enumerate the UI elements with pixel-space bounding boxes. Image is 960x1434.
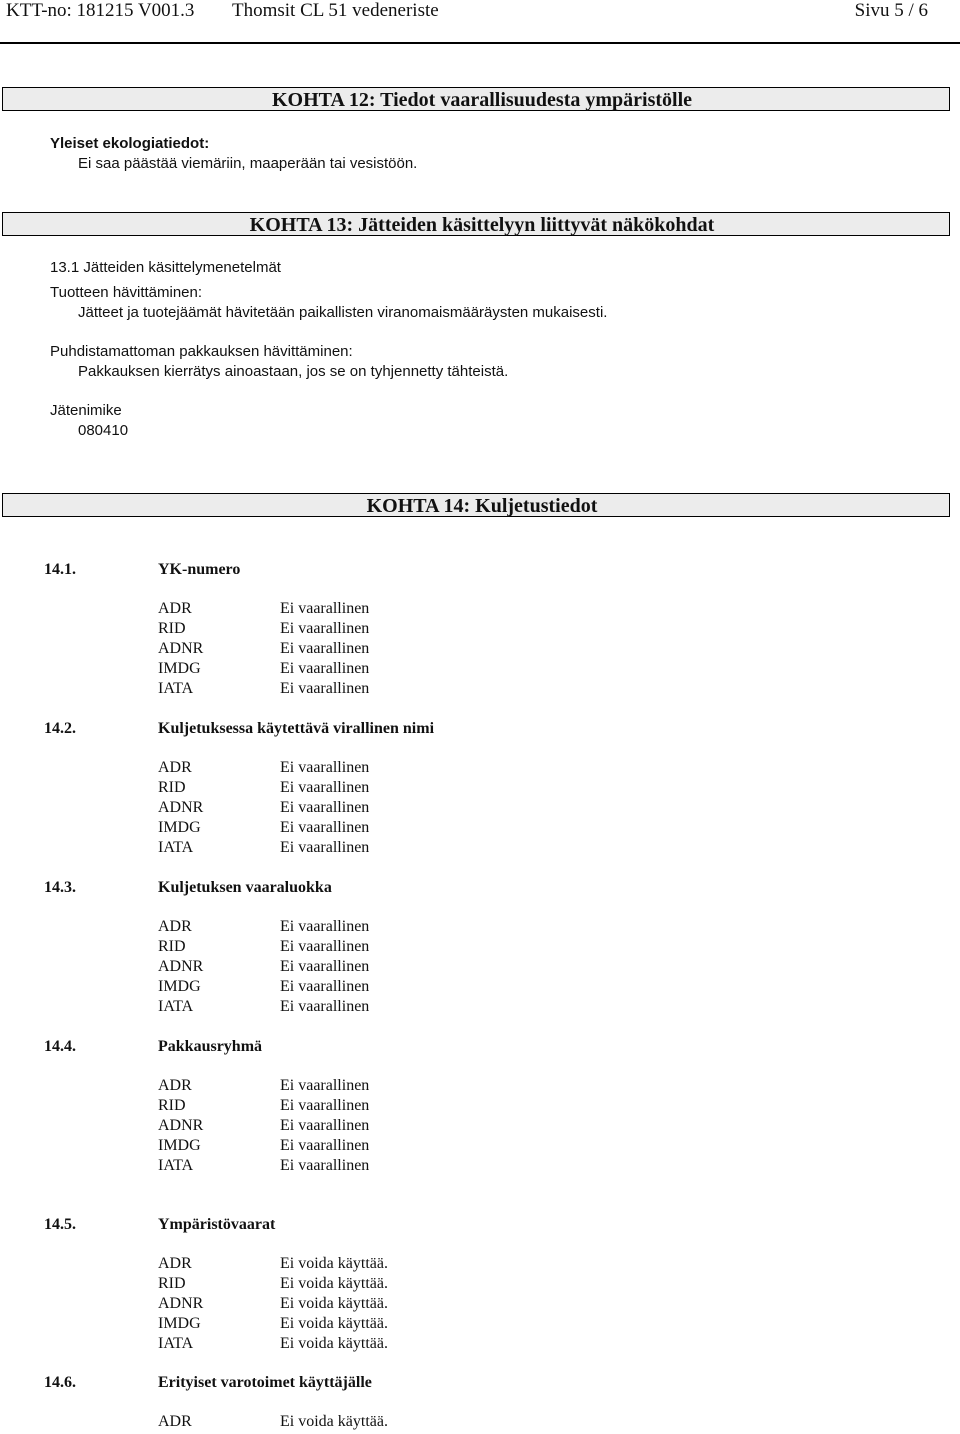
transport-mode-label: IATA	[158, 1157, 194, 1174]
page-header	[0, 0, 960, 22]
transport-mode-value: Ei vaarallinen	[280, 600, 370, 617]
product-disposal-label: Tuotteen hävittäminen:	[50, 284, 203, 301]
transport-mode-label: IMDG	[158, 1137, 201, 1154]
transport-mode-value: Ei vaarallinen	[280, 1157, 370, 1174]
document-id: KTT-no: 181215 V001.3	[6, 0, 195, 21]
packaging-disposal-label: Puhdistamattoman pakkauksen hävittäminen:	[50, 343, 353, 360]
transport-mode-value: Ei vaarallinen	[280, 759, 370, 776]
transport-subsection-title: Kuljetuksessa käytettävä virallinen nimi	[158, 720, 435, 737]
transport-mode-value: Ei vaarallinen	[280, 958, 370, 975]
waste-code-label: Jätenimike	[50, 402, 122, 419]
transport-subsection-number: 14.3.	[44, 879, 76, 896]
section-12-heading: KOHTA 12: Tiedot vaarallisuudesta ympäristölle	[2, 87, 950, 111]
transport-mode-label: RID	[158, 620, 186, 637]
transport-subsection-title: Pakkausryhmä	[158, 1038, 263, 1055]
transport-mode-value: Ei vaarallinen	[280, 680, 370, 697]
transport-mode-value: Ei voida käyttää.	[280, 1335, 388, 1352]
ecology-text: Ei saa päästää viemäriin, maaperään tai vesistöön.	[78, 155, 418, 172]
transport-mode-value: Ei vaarallinen	[280, 779, 370, 796]
transport-mode-label: IMDG	[158, 819, 201, 836]
transport-mode-label: RID	[158, 1097, 186, 1114]
transport-subsection-number: 14.4.	[44, 1038, 76, 1055]
transport-mode-value: Ei vaarallinen	[280, 640, 370, 657]
product-name: Thomsit CL 51 vedeneriste	[232, 0, 439, 21]
section-14-heading: KOHTA 14: Kuljetustiedot	[2, 493, 950, 517]
transport-mode-value: Ei vaarallinen	[280, 1137, 370, 1154]
transport-mode-value: Ei vaarallinen	[280, 1097, 370, 1114]
transport-mode-value: Ei vaarallinen	[280, 819, 370, 836]
transport-mode-label: IATA	[158, 1335, 194, 1352]
transport-mode-value: Ei vaarallinen	[280, 1077, 370, 1094]
transport-mode-label: IMDG	[158, 978, 201, 995]
transport-mode-value: Ei vaarallinen	[280, 1117, 370, 1134]
transport-mode-value: Ei voida käyttää.	[280, 1413, 388, 1430]
transport-subsection-title: YK-numero	[158, 561, 241, 578]
transport-mode-value: Ei vaarallinen	[280, 620, 370, 637]
transport-mode-label: ADR	[158, 1077, 192, 1094]
transport-mode-label: ADR	[158, 918, 192, 935]
transport-mode-label: RID	[158, 938, 186, 955]
transport-subsection-number: 14.6.	[44, 1374, 76, 1391]
transport-mode-label: RID	[158, 1275, 186, 1292]
waste-code-value: 080410	[78, 422, 129, 439]
transport-mode-value: Ei vaarallinen	[280, 998, 370, 1015]
transport-mode-value: Ei voida käyttää.	[280, 1295, 388, 1312]
transport-mode-value: Ei vaarallinen	[280, 978, 370, 995]
transport-mode-value: Ei voida käyttää.	[280, 1315, 388, 1332]
transport-mode-label: ADR	[158, 759, 192, 776]
transport-subsection-number: 14.1.	[44, 561, 76, 578]
transport-subsection-number: 14.5.	[44, 1216, 76, 1233]
transport-mode-value: Ei vaarallinen	[280, 938, 370, 955]
header-rule	[0, 42, 960, 44]
transport-mode-label: ADR	[158, 1255, 192, 1272]
transport-mode-label: ADNR	[158, 958, 204, 975]
product-disposal-text: Jätteet ja tuotejäämät hävitetään paikallisten viranomaismääräysten mukaisesti.	[78, 304, 608, 321]
transport-subsection-number: 14.2.	[44, 720, 76, 737]
section-13-heading: KOHTA 13: Jätteiden käsittelyyn liittyvät näkökohdat	[2, 212, 950, 236]
transport-mode-value: Ei voida käyttää.	[280, 1255, 388, 1272]
transport-mode-value: Ei vaarallinen	[280, 799, 370, 816]
waste-methods-subtitle: 13.1 Jätteiden käsittelymenetelmät	[50, 259, 281, 276]
transport-mode-label: ADR	[158, 600, 192, 617]
transport-mode-label: RID	[158, 779, 186, 796]
transport-mode-label: ADR	[158, 1413, 192, 1430]
transport-subsection-title: Ympäristövaarat	[158, 1216, 276, 1233]
transport-mode-value: Ei vaarallinen	[280, 918, 370, 935]
transport-mode-label: ADNR	[158, 1295, 204, 1312]
page-number: Sivu 5 / 6	[854, 0, 928, 21]
transport-mode-label: ADNR	[158, 640, 204, 657]
transport-mode-label: ADNR	[158, 799, 204, 816]
ecology-label: Yleiset ekologiatiedot:	[50, 135, 210, 152]
transport-mode-label: IATA	[158, 680, 194, 697]
transport-mode-label: IMDG	[158, 660, 201, 677]
packaging-disposal-text: Pakkauksen kierrätys ainoastaan, jos se on tyhjennetty tähteistä.	[78, 363, 509, 380]
transport-subsection-title: Kuljetuksen vaaraluokka	[158, 879, 332, 896]
transport-mode-label: ADNR	[158, 1117, 204, 1134]
transport-mode-value: Ei vaarallinen	[280, 660, 370, 677]
transport-mode-value: Ei vaarallinen	[280, 839, 370, 856]
transport-mode-label: IATA	[158, 839, 194, 856]
transport-subsection-title: Erityiset varotoimet käyttäjälle	[158, 1374, 372, 1391]
transport-mode-label: IATA	[158, 998, 194, 1015]
transport-mode-value: Ei voida käyttää.	[280, 1275, 388, 1292]
transport-mode-label: IMDG	[158, 1315, 201, 1332]
